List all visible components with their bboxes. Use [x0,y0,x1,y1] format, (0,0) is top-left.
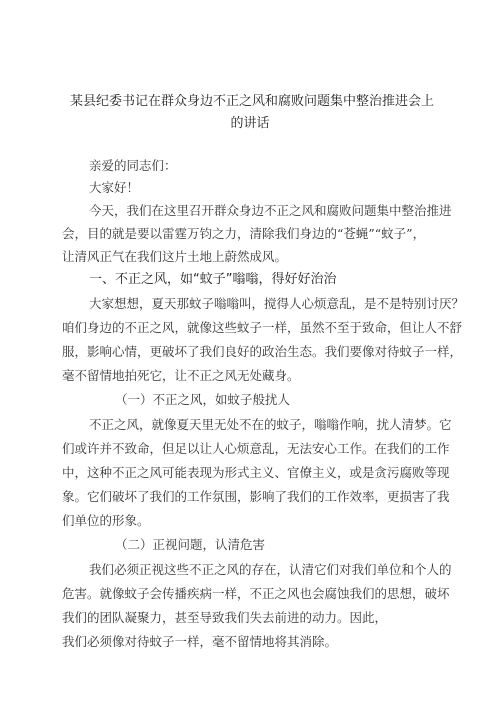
section-1-line-2: 咱们身边的不正之风，就像这些蚊子一样，虽然不至于致命，但让人不舒 [62,320,463,335]
subsection-1-line-3: 中，这种不正之风可能表现为形式主义、官僚主义，或是贪污腐败等现 [62,465,450,480]
subsection-1-heading: （一）不正之风，如蚊子般扰人 [115,392,291,407]
section-1-heading: 一、不正之风，如“蚊子”嗡嗡，得好好治治 [89,272,337,287]
subsection-1-line-4: 象。它们破坏了我们的工作氛围，影响了我们的工作效率，更损害了我 [62,489,450,504]
greeting-hello: 大家好！ [89,180,140,195]
intro-line-1: 今天，我们在这里召开群众身边不正之风和腐败问题集中整治推进 [89,203,452,218]
section-1-line-1: 大家想想，夏天那蚊子嗡嗡叫，搅得人心烦意乱，是不是特别讨厌？ [89,296,465,311]
intro-line-2: 会，目的就是要以雷霆万钧之力，清除我们身边的“苍蝇”“蚊子”， [62,226,426,241]
subsection-2-line-3: 我们的团队凝聚力，甚至导致我们失去前进的动力。因此， [62,610,388,625]
section-1-line-3: 服，影响心情，更破坏了我们良好的政治生态。我们要像对待蚊子一样， [62,344,463,359]
intro-line-3: 让清风正气在我们这片土地上蔚然成风。 [62,249,288,264]
subsection-2-line-4: 我们必须像对待蚊子一样，毫不留情地将其消除。 [62,634,338,649]
section-1-line-4: 毫不留情地拍死它，让不正之风无处藏身。 [62,368,300,383]
subsection-2-heading: （二）正视问题，认清危害 [115,537,266,552]
subsection-1-line-5: 们单位的形象。 [62,513,150,528]
subsection-2-line-1: 我们必须正视这些不正之风的存在，认清它们对我们单位和个人的 [89,562,452,577]
subsection-1-line-2: 们或许并不致命，但足以让人心烦意乱，无法安心工作。在我们的工作 [62,441,450,456]
document-title-line-1: 某县纪委书记在群众身边不正之风和腐败问题集中整治推进会上 [70,94,435,109]
salutation: 亲爱的同志们： [89,158,177,173]
document-title-line-2: 的讲话 [230,116,270,131]
subsection-2-line-2: 危害。就像蚊子会传播疾病一样，不正之风也会腐蚀我们的思想，破坏 [62,586,450,601]
subsection-1-line-1: 不正之风，就像夏天里无处不在的蚊子，嗡嗡作响，扰人清梦。它 [89,417,452,432]
